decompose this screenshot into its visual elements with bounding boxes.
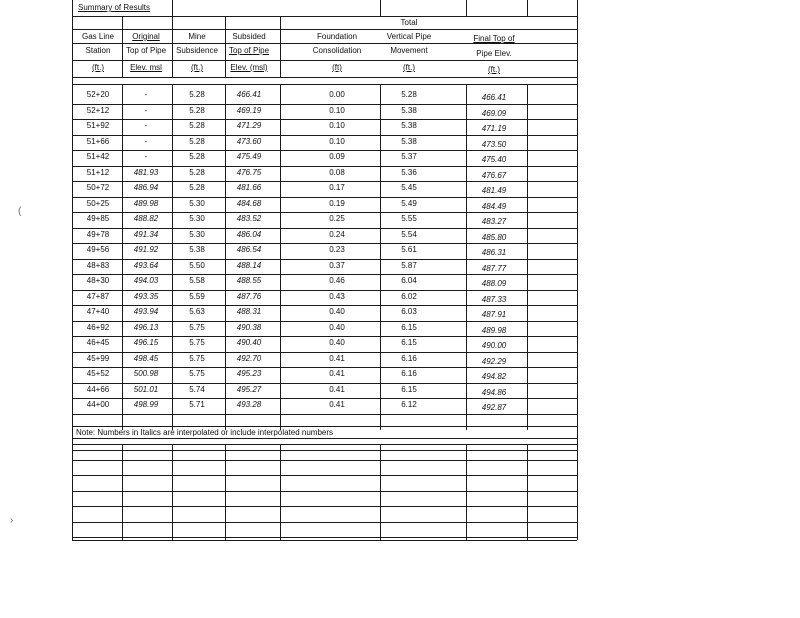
header-foundation-1: Foundation <box>316 32 358 41</box>
cell-final: 490.00 <box>481 341 507 350</box>
cell-movement: 5.54 <box>401 229 417 239</box>
cell-station: 49+78 <box>86 229 110 239</box>
cell-final: 475.40 <box>481 155 507 164</box>
cell-station: 50+72 <box>86 183 110 192</box>
cell-station: 45+99 <box>86 353 110 363</box>
cell-final: 481.49 <box>481 186 507 195</box>
cell-subsidence: 5.75 <box>189 322 205 332</box>
cell-movement: 5.38 <box>401 121 417 130</box>
cell-final: 469.09 <box>481 108 507 118</box>
cell-movement: 5.37 <box>401 152 417 161</box>
column-divider <box>466 84 467 430</box>
cell-movement: 6.02 <box>401 291 417 301</box>
cell-movement: 6.03 <box>401 307 417 316</box>
header-station-1: Gas Line <box>81 32 115 41</box>
cell-final: 466.41 <box>481 93 507 102</box>
cell-subsided: 487.76 <box>236 291 262 301</box>
column-divider <box>527 84 528 430</box>
lower-grid-row <box>72 460 577 461</box>
cell-final: 483.27 <box>481 217 507 226</box>
cell-original: 498.45 <box>133 353 159 363</box>
cell-station: 49+85 <box>86 214 110 223</box>
table-row-line <box>72 135 577 136</box>
cell-movement: 5.55 <box>401 214 417 223</box>
header-final-2: Pipe Elev. <box>476 49 512 58</box>
cell-foundation: 0.24 <box>329 229 345 239</box>
lower-grid-divider <box>172 444 173 540</box>
header-mine-2: Subsidence <box>176 46 218 55</box>
cell-foundation: 0.10 <box>329 121 345 130</box>
cell-subsided: 490.40 <box>236 338 262 347</box>
cell-subsidence: 5.58 <box>189 276 205 285</box>
grid-top-right-3 <box>527 0 528 16</box>
cell-movement: 6.16 <box>401 353 417 363</box>
cell-original: 481.93 <box>133 167 159 177</box>
column-divider <box>122 84 123 430</box>
cell-foundation: 0.23 <box>329 245 345 254</box>
table-row-line <box>72 119 577 120</box>
cell-subsided: 481.66 <box>236 183 262 192</box>
cell-foundation: 0.17 <box>329 183 345 192</box>
cell-final: 487.77 <box>481 263 507 273</box>
header-subsided-2: Top of Pipe <box>228 46 270 55</box>
cell-original: 501.01 <box>133 384 159 394</box>
cell-original: 493.94 <box>133 307 159 316</box>
footnote: Note: Numbers in Italics are interpolated or include interpolated numbers <box>76 428 334 437</box>
cell-final: 471.19 <box>481 124 507 133</box>
header-divider <box>122 16 123 78</box>
cell-station: 50+25 <box>86 198 110 208</box>
cell-foundation: 0.41 <box>329 384 345 394</box>
cell-foundation: 0.41 <box>329 400 345 409</box>
header-station-3: (ft.) <box>92 63 104 72</box>
cell-original: 486.94 <box>133 183 159 192</box>
cell-movement: 5.49 <box>401 198 417 208</box>
cell-original: 489.98 <box>133 198 159 208</box>
column-divider <box>280 84 281 430</box>
cell-original: - <box>144 121 148 130</box>
cell-original: - <box>144 152 148 161</box>
grid-top-right <box>380 0 381 16</box>
cell-foundation: 0.00 <box>329 90 345 99</box>
column-divider <box>172 84 173 430</box>
cell-subsided: 488.14 <box>236 260 262 270</box>
cell-original: - <box>144 136 148 146</box>
cell-foundation: 0.25 <box>329 214 345 223</box>
lower-grid-divider <box>225 444 226 540</box>
cell-original: 493.35 <box>133 291 159 301</box>
cell-subsided: 495.27 <box>236 384 262 394</box>
blank-grid-row <box>72 438 577 439</box>
lower-grid-divider <box>527 444 528 540</box>
cell-subsidence: 5.28 <box>189 136 205 146</box>
cell-final: 488.09 <box>481 279 507 288</box>
cell-subsidence: 5.28 <box>189 183 205 192</box>
cell-movement: 6.12 <box>401 400 417 409</box>
cell-original: - <box>144 105 148 115</box>
cell-station: 44+66 <box>86 384 110 394</box>
header-vertical-1: Total <box>400 18 418 27</box>
cell-final: 494.86 <box>481 387 507 397</box>
column-divider <box>225 84 226 430</box>
cell-foundation: 0.40 <box>329 322 345 332</box>
header-divider <box>280 16 281 78</box>
cell-original: 496.13 <box>133 322 159 332</box>
cell-foundation: 0.19 <box>329 198 345 208</box>
cell-station: 51+12 <box>86 167 110 177</box>
header-original-2: Top of Pipe <box>125 46 167 55</box>
cell-final: 487.91 <box>481 310 507 319</box>
cell-subsidence: 5.28 <box>189 167 205 177</box>
cell-subsided: 492.70 <box>236 353 262 363</box>
cell-original: 496.15 <box>133 338 159 347</box>
cell-subsided: 486.04 <box>236 229 262 239</box>
cell-subsided: 484.68 <box>236 198 262 208</box>
cell-final: 489.98 <box>481 325 507 335</box>
cell-subsidence: 5.30 <box>189 214 205 223</box>
cell-subsidence: 5.71 <box>189 400 205 409</box>
table-row-line <box>72 104 577 105</box>
scan-mark-bottom: › <box>10 515 14 526</box>
cell-foundation: 0.41 <box>329 369 345 378</box>
cell-subsided: 495.23 <box>236 369 262 378</box>
cell-station: 48+83 <box>86 260 110 270</box>
title-box-right <box>172 0 173 16</box>
cell-movement: 5.38 <box>401 136 417 146</box>
cell-station: 47+40 <box>86 307 110 316</box>
cell-final: 484.49 <box>481 201 507 211</box>
cell-subsidence: 5.28 <box>189 90 205 99</box>
cell-foundation: 0.41 <box>329 353 345 363</box>
header-original-3: Elev. msl <box>130 63 162 72</box>
cell-foundation: 0.08 <box>329 167 345 177</box>
header-final-1: Final Top of <box>473 34 515 43</box>
cell-subsidence: 5.30 <box>189 229 205 239</box>
header-vertical-3: Movement <box>390 46 428 55</box>
cell-station: 46+45 <box>86 338 110 347</box>
cell-subsidence: 5.30 <box>189 198 205 208</box>
table-row-line <box>72 150 577 151</box>
header-mine-3: (ft.) <box>191 63 203 72</box>
sheet-bottom <box>72 540 577 541</box>
cell-subsidence: 5.50 <box>189 260 205 270</box>
cell-movement: 6.04 <box>401 276 417 285</box>
cell-subsided: 469.19 <box>236 105 262 115</box>
cell-movement: 5.28 <box>401 90 417 99</box>
cell-subsidence: 5.75 <box>189 353 205 363</box>
cell-station: 51+92 <box>86 121 110 130</box>
cell-final: 486.31 <box>481 248 507 257</box>
cell-original: 491.34 <box>133 229 159 239</box>
cell-station: 47+87 <box>86 291 110 301</box>
lower-grid-row <box>72 444 577 445</box>
table-row-line <box>72 212 577 213</box>
table-row-line <box>72 243 577 244</box>
blank-grid-row <box>72 450 577 451</box>
cell-foundation: 0.46 <box>329 276 345 285</box>
cell-subsided: 476.75 <box>236 167 262 177</box>
cell-foundation: 0.40 <box>329 307 345 316</box>
header-subsided-3: Elev. (msl) <box>230 63 268 72</box>
cell-subsidence: 5.75 <box>189 338 205 347</box>
table-row-line <box>72 414 577 415</box>
table-row-line <box>72 274 577 275</box>
cell-station: 52+20 <box>86 90 110 99</box>
scan-mark-top: ( <box>18 206 22 217</box>
header-bottom <box>72 77 577 78</box>
table-row-line <box>72 398 577 399</box>
cell-final: 494.82 <box>481 372 507 381</box>
header-line-2 <box>72 29 577 30</box>
cell-movement: 6.15 <box>401 384 417 394</box>
lower-grid-divider <box>380 444 381 540</box>
cell-station: 44+00 <box>86 400 110 409</box>
header-subsided-1: Subsided <box>232 32 266 41</box>
cell-foundation: 0.43 <box>329 291 345 301</box>
cell-foundation: 0.40 <box>329 338 345 347</box>
cell-subsidence: 5.75 <box>189 369 205 378</box>
header-divider <box>225 16 226 78</box>
cell-movement: 5.38 <box>401 105 417 115</box>
table-row-line <box>72 367 577 368</box>
cell-final: 487.33 <box>481 294 507 304</box>
header-divider <box>172 16 173 78</box>
cell-subsidence: 5.59 <box>189 291 205 301</box>
cell-foundation: 0.10 <box>329 136 345 146</box>
lower-grid-row <box>72 537 577 538</box>
body-top <box>72 84 577 85</box>
cell-movement: 6.15 <box>401 338 417 347</box>
cell-subsided: 488.31 <box>236 307 262 316</box>
header-vertical-2: Vertical Pipe <box>386 32 432 41</box>
cell-station: 51+66 <box>86 136 110 146</box>
header-line-4 <box>72 60 577 61</box>
cell-original: - <box>144 90 148 99</box>
table-row-line <box>72 305 577 306</box>
cell-final: 473.50 <box>481 139 507 149</box>
cell-final: 492.29 <box>481 356 507 366</box>
cell-station: 49+56 <box>86 245 110 254</box>
cell-original: 498.99 <box>133 400 159 409</box>
lower-grid-row <box>72 506 577 507</box>
cell-subsided: 466.41 <box>236 90 262 99</box>
cell-station: 51+42 <box>86 152 110 161</box>
table-row-line <box>72 181 577 182</box>
cell-subsidence: 5.74 <box>189 384 205 394</box>
cell-foundation: 0.09 <box>329 152 345 161</box>
cell-movement: 5.87 <box>401 260 417 270</box>
lower-grid-row <box>72 491 577 492</box>
cell-movement: 6.15 <box>401 322 417 332</box>
header-final-3: (ft.) <box>488 65 500 74</box>
cell-subsided: 486.54 <box>236 245 262 254</box>
cell-subsided: 493.28 <box>236 400 262 409</box>
cell-subsidence: 5.63 <box>189 307 205 316</box>
lower-grid-row <box>72 475 577 476</box>
cell-subsidence: 5.28 <box>189 121 205 130</box>
cell-station: 46+92 <box>86 322 110 332</box>
cell-original: 491.92 <box>133 245 159 254</box>
header-foundation-3: (ft) <box>332 63 342 72</box>
cell-station: 48+30 <box>86 276 110 285</box>
lower-grid-divider <box>122 444 123 540</box>
cell-subsidence: 5.38 <box>189 245 205 254</box>
cell-final: 492.87 <box>481 403 507 412</box>
cell-subsidence: 5.28 <box>189 105 205 115</box>
cell-final: 476.67 <box>481 170 507 180</box>
column-divider <box>380 84 381 430</box>
header-mine-1: Mine <box>188 32 206 41</box>
cell-subsided: 488.55 <box>236 276 262 285</box>
cell-movement: 5.36 <box>401 167 417 177</box>
header-foundation-2: Consolidation <box>312 46 362 55</box>
cell-movement: 6.16 <box>401 369 417 378</box>
cell-movement: 5.61 <box>401 245 417 254</box>
cell-original: 500.98 <box>133 369 159 378</box>
cell-subsided: 490.38 <box>236 322 262 332</box>
header-vertical-4: (ft.) <box>403 63 415 72</box>
cell-subsided: 471.29 <box>236 121 262 130</box>
cell-subsided: 475.49 <box>236 152 262 161</box>
frame-right <box>577 0 578 540</box>
lower-grid-divider <box>466 444 467 540</box>
header-station-2: Station <box>85 46 111 55</box>
cell-station: 45+52 <box>86 369 110 378</box>
cell-original: 494.03 <box>133 276 159 285</box>
lower-grid-divider <box>280 444 281 540</box>
lower-grid-row <box>72 522 577 523</box>
table-row-line <box>72 336 577 337</box>
cell-original: 488.82 <box>133 214 159 223</box>
cell-subsided: 473.60 <box>236 136 262 146</box>
table-title: Summary of Results <box>78 3 151 12</box>
cell-foundation: 0.37 <box>329 260 345 270</box>
blank-grid-row <box>72 426 577 427</box>
cell-final: 485.80 <box>481 232 507 242</box>
header-original-1: Original <box>132 32 160 41</box>
header-top <box>72 16 577 17</box>
cell-foundation: 0.10 <box>329 105 345 115</box>
cell-subsided: 483.52 <box>236 214 262 223</box>
cell-subsidence: 5.28 <box>189 152 205 161</box>
grid-top-right-2 <box>466 0 467 16</box>
cell-station: 52+12 <box>86 105 110 115</box>
cell-original: 493.64 <box>133 260 159 270</box>
cell-movement: 5.45 <box>401 183 417 192</box>
